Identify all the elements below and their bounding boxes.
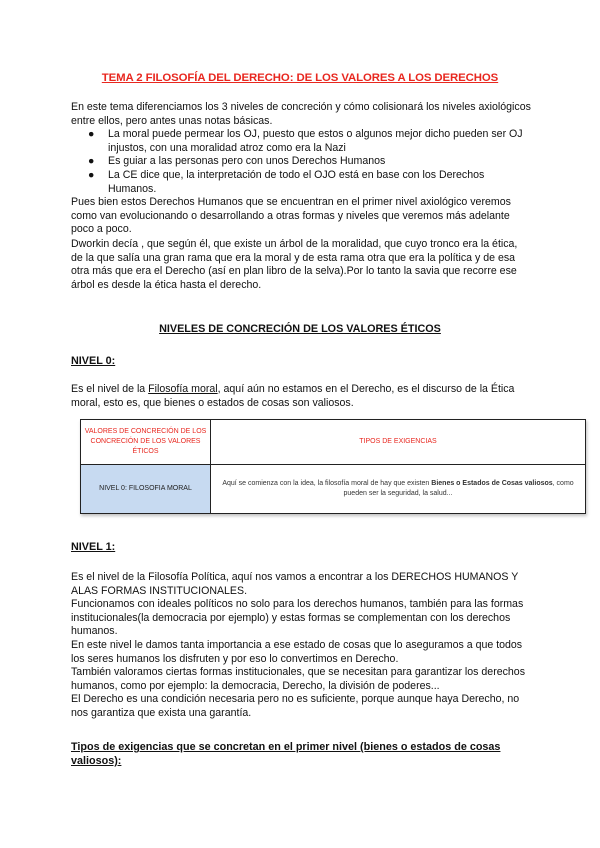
values-table [80,419,586,514]
document-title: TEMA 2 FILOSOFÍA DEL DERECHO: DE LOS VALORES A LOS DERECHOS [101,72,499,84]
bullet-icon: ● [88,128,95,141]
table-header-right: TIPOS DE EXIGENCIAS [211,420,586,465]
level0-block [71,383,531,410]
list-item: ● La CE dice que, la interpretación de todo el OJO está en base con los Derechos Humanos. [88,168,485,195]
filosofia-moral-link: Filosofía moral [148,383,218,395]
table-row [81,420,586,465]
level1-paragraph: Es el nivel de la Filosofía Política, aquí nos vamos a encontrar a los DERECHOS HUMANOS Y ALAS FORMAS INSTITUCIONALES. [71,571,519,597]
bullet-icon: ● [88,155,95,168]
level1-paragraph: El Derecho es una condición necesaria pero no es suficiente, porque aunque haya Derecho, no nos garantiza que exista una garantía. [71,693,520,719]
table-cell-level: NIVEL 0: FILOSOFIA MORAL [81,465,211,514]
level1-heading: NIVEL 1: [71,541,116,553]
section-title: NIVELES DE CONCRECIÓN DE LOS VALORES ÉTICOS [159,323,441,335]
level0-paragraph: Es el nivel de la Filosofía moral, aquí aún no estamos en el Derecho, es el discurso de la Ética moral, esto es, que bienes o estados de cosas son valiosos. [71,383,515,409]
intro-block [71,101,531,292]
level1-paragraph: También valoramos ciertas formas institucionales, que se necesitan para garantizar los derechos humanos, como por ejemplo: la democracia, Derecho, la división de poderes... [71,666,525,692]
notes-list [71,128,531,196]
list-item: ● Es guiar a las personas pero con unos Derechos Humanos [88,155,386,168]
tipos-heading: Tipos de exigencias que se concretan en el primer nivel (bienes o estados de cosas valiosos): [71,741,501,767]
bullet-icon: ● [88,168,95,181]
level1-block [71,571,531,721]
table-header-left: VALORES DE CONCRECIÓN DE LOS CONCRECIÓN DE LOS VALORES ÉTICOS [81,420,211,465]
level1-paragraph: Funcionamos con ideales políticos no solo para los derechos humanos, también para las formas institucionales(la democracia por ejemplo) y estas formas se complementan con los derechos humanos. [71,598,524,638]
level1-paragraph: En este nivel le damos tanta importancia a ese estado de cosas que lo aseguramos a que todos los seres humanos los disfruten y por eso lo convertimos en Derecho. [71,638,523,665]
table-row [81,465,586,514]
intro-paragraph: En este tema diferenciamos los 3 niveles de concreción y cómo colisionará los niveles axiológicos entre ellos, pero antes unas notas básicas. [71,101,531,127]
human-rights-paragraph: Pues bien estos Derechos Humanos que se encuentran en el primer nivel axiológico veremos como van evolucionando o desarrollando a otras formas y niveles que veremos más adelante poco a poco. [71,196,511,236]
table-cell-description: Aquí se comienza con la idea, la filosofía moral de hay que existen Bienes o Estados de Cosas valiosos, como pueden ser la seguridad, la salud... [211,465,586,514]
dworkin-paragraph: Dworkin decía , que según él, que existe un árbol de la moralidad, que cuyo tronco era la ética, de la que salía una gran rama que era la moral y de esta rama otra que era la política y de esa otra más que era el Derecho (así en plan libro de la selva).Por lo tanto la savia que recorre ese árbol es desde la ética hasta el derecho. [71,237,518,291]
level0-heading: NIVEL 0: [71,355,116,367]
list-item: ● La moral puede permear los OJ, puesto que estos o algunos mejor dicho pueden ser OJ injustos, con una moralidad atroz como era la Nazi [88,128,523,154]
